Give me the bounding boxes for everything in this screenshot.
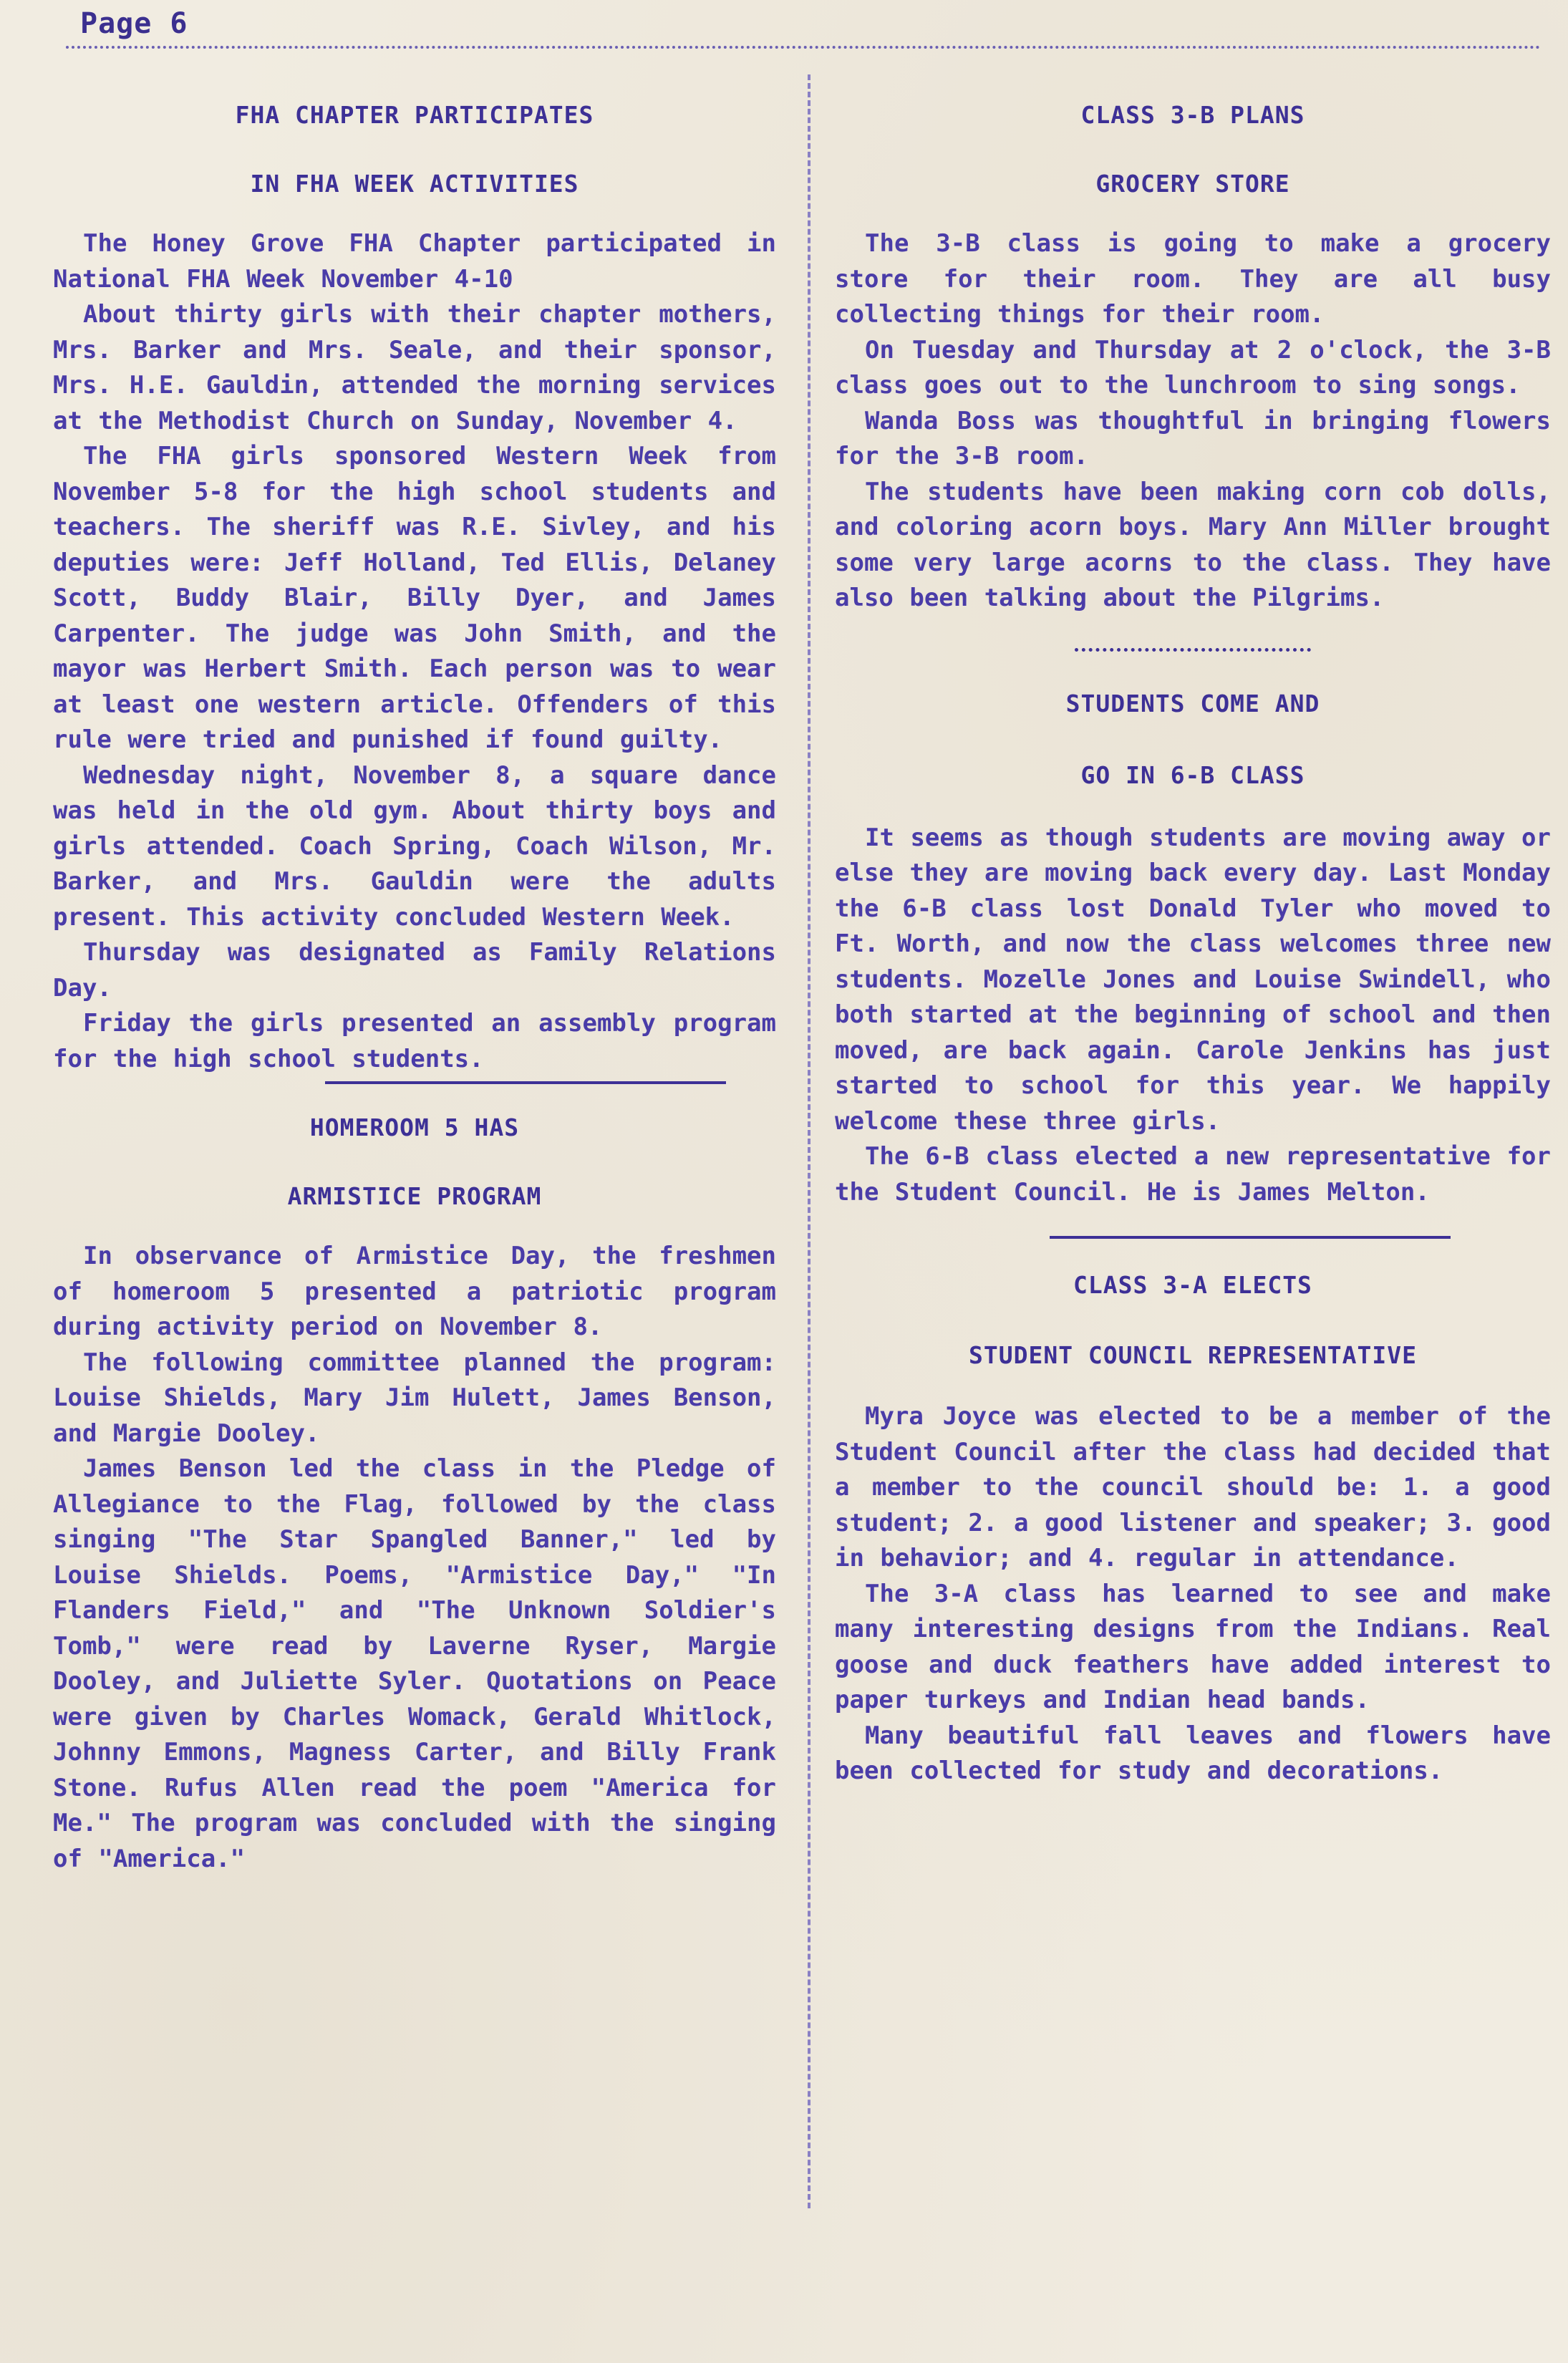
class-3a-paragraph: Many beautiful fall leaves and flowers have been collected for study and decorations. — [835, 1721, 1551, 1785]
fha-paragraph: The Honey Grove FHA Chapter participated in National FHA Week November 4-10 — [53, 229, 776, 294]
class-3a-paragraph: The 3-A class has learned to see and make many interesting designs from the Indians. Real goose and duck feathers have added interest to paper turkeys and Indian head bands. — [835, 1579, 1551, 1714]
class-3b-paragraph: On Tuesday and Thursday at 2 o'clock, the 3-B class goes out to the lunchroom to sing songs. — [835, 335, 1551, 400]
fha-paragraph: About thirty girls with their chapter mothers, Mrs. Barker and Mrs. Seale, and their sponsor, Mrs. H.E. Gauldin, attended the morning services at the Methodist Church on Sunday, November 4. — [53, 300, 776, 435]
homeroom-article — [53, 1110, 776, 1877]
fha-paragraph: Friday the girls presented an assembly program for the high school students. — [53, 1009, 776, 1073]
fha-paragraph: Wednesday night, November 8, a square dance was held in the old gym. About thirty boys and girls attended. Coach Spring, Coach Wilson, Mr. Barker, and Mrs. Gauldin were the adults present. This activity concluded Western Week. — [53, 760, 776, 932]
class-3b-headline-line1: CLASS 3-B PLANS — [1080, 101, 1305, 129]
class-3a-headline-line1: CLASS 3-A ELECTS — [1073, 1271, 1312, 1299]
class-6b-paragraph: It seems as though students are moving away or else they are moving back every day. Last Monday the 6-B class lost Donald Tyler who moved to Ft. Worth, and now the class welcomes three new students. Mozelle Jones and Louise Swindell, who both started at the beginning of school and then moved, are back again. Carole Jenkins has just started to school for this year. We happily welcome these three girls. — [835, 823, 1551, 1136]
homeroom-headline-line2: ARMISTICE PROGRAM — [287, 1182, 542, 1210]
class-3b-headline-line2: GROCERY STORE — [1095, 170, 1290, 198]
class-6b-headline-line2: GO IN 6-B CLASS — [1080, 760, 1305, 789]
top-dotted-rule — [66, 46, 1541, 49]
fha-article — [53, 97, 776, 1084]
class-3a-headline-line2: STUDENT COUNCIL REPRESENTATIVE — [968, 1341, 1418, 1369]
class-6b-end-rule — [1050, 1236, 1451, 1239]
class-3b-end-rule — [1075, 648, 1311, 652]
fha-end-rule — [325, 1081, 726, 1084]
class-3b-paragraph: Wanda Boss was thoughtful in bringing flowers for the 3-B room. — [835, 406, 1551, 470]
class-3a-article — [835, 1267, 1551, 1789]
right-column — [835, 92, 1551, 1789]
fha-headline-line2: IN FHA WEEK ACTIVITIES — [250, 170, 579, 198]
homeroom-paragraph: In observance of Armistice Day, the freshmen of homeroom 5 presented a patriotic program during activity period on November 8. — [53, 1242, 776, 1341]
class-3a-paragraph: Myra Joyce was elected to be a member of the Student Council after the class had decided that a member to the council should be: 1. a good student; 2. a good listener and speaker; 3. good in behavior; and 4. regular in attendance. — [835, 1402, 1551, 1572]
left-column — [53, 92, 776, 1877]
homeroom-paragraph: James Benson led the class in the Pledge of Allegiance to the Flag, followed by the class singing "The Star Spangled Banner," led by Louise Shields. Poems, "Armistice Day," "In Flanders Field," and "The Unknown Soldier's Tomb," were read by Laverne Ryser, Margie Dooley, and Juliette Syler. Quotations on Peace were given by Charles Womack, Gerald Whitlock, Johnny Emmons, Magness Carter, and Billy Frank Stone. Rufus Allen read the poem "America for Me." The program was concluded with the singing of "America." — [53, 1454, 776, 1873]
fha-paragraph: Thursday was designated as Family Relations Day. — [53, 938, 776, 1002]
fha-paragraph: The FHA girls sponsored Western Week from November 5-8 for the high school students and teachers. The sheriff was R.E. Sivley, and his deputies were: Jeff Holland, Ted Ellis, Delaney Scott, Buddy Blair, Billy Dyer, and James Carpenter. The judge was John Smith, and the mayor was Herbert Smith. Each person was to wear at least one western article. Offenders of this rule were tried and punished if found guilty. — [53, 442, 776, 754]
class-6b-paragraph: The 6-B class elected a new representative for the Student Council. He is James Melton. — [835, 1142, 1551, 1207]
homeroom-headline-line1: HOMEROOM 5 HAS — [309, 1113, 520, 1141]
column-divider — [808, 74, 810, 2208]
class-3b-article — [835, 97, 1551, 652]
class-6b-article — [835, 686, 1551, 1240]
class-3b-paragraph: The 3-B class is going to make a grocery store for their room. They are all busy collecting things for their room. — [835, 229, 1551, 329]
class-6b-headline-line1: STUDENTS COME AND — [1065, 689, 1320, 717]
fha-headline-line1: FHA CHAPTER PARTICIPATES — [235, 101, 594, 129]
homeroom-paragraph: The following committee planned the program: Louise Shields, Mary Jim Hulett, James Benson, and Margie Dooley. — [53, 1348, 776, 1448]
class-3b-paragraph: The students have been making corn cob dolls, and coloring acorn boys. Mary Ann Miller brought some very large acorns to the class. They have also been talking about the Pilgrims. — [835, 477, 1551, 612]
page-number: Page 6 — [80, 7, 188, 40]
